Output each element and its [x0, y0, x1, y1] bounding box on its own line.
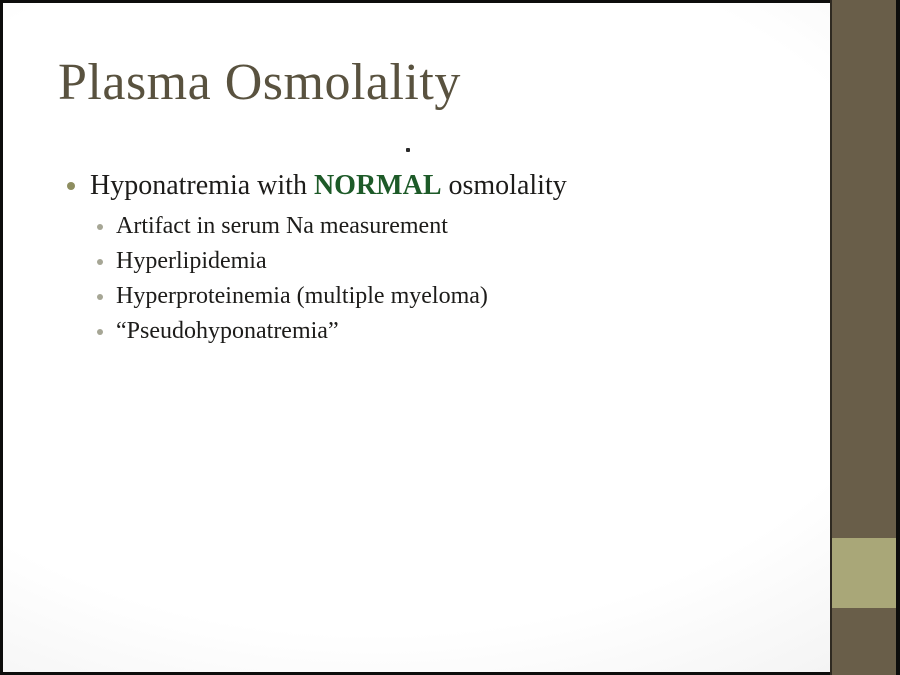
- bullet-icon: [97, 259, 103, 265]
- stray-dot: [406, 148, 410, 152]
- bullet-item-level2: [67, 314, 807, 349]
- bullet-icon: [67, 182, 75, 190]
- sidebar-accent-square: [832, 538, 896, 608]
- bullet-text: Artifact in serum Na measurement: [116, 213, 448, 239]
- bullet-text-prefix: Hyponatremia with: [90, 170, 314, 201]
- slide-title: Plasma Osmolality: [58, 54, 461, 111]
- bullet-text: Hyperlipidemia: [116, 248, 267, 274]
- bullet-text: Hyperproteinemia (multiple myeloma): [116, 283, 488, 309]
- bullet-icon: [97, 294, 103, 300]
- bullet-list: [67, 167, 807, 349]
- bullet-item-level2: [67, 209, 807, 244]
- bullet-text: “Pseudohyponatremia”: [116, 318, 339, 344]
- bullet-item-level1: [67, 167, 807, 205]
- bullet-icon: [97, 224, 103, 230]
- bullet-item-level2: [67, 279, 807, 314]
- bullet-text: [90, 167, 567, 205]
- sidebar-band: [830, 0, 896, 675]
- bullet-icon: [97, 329, 103, 335]
- bullet-text-suffix: osmolality: [441, 170, 567, 201]
- slide: [3, 3, 830, 672]
- bullet-text-emphasis: NORMAL: [313, 170, 442, 201]
- bullet-item-level2: [67, 244, 807, 279]
